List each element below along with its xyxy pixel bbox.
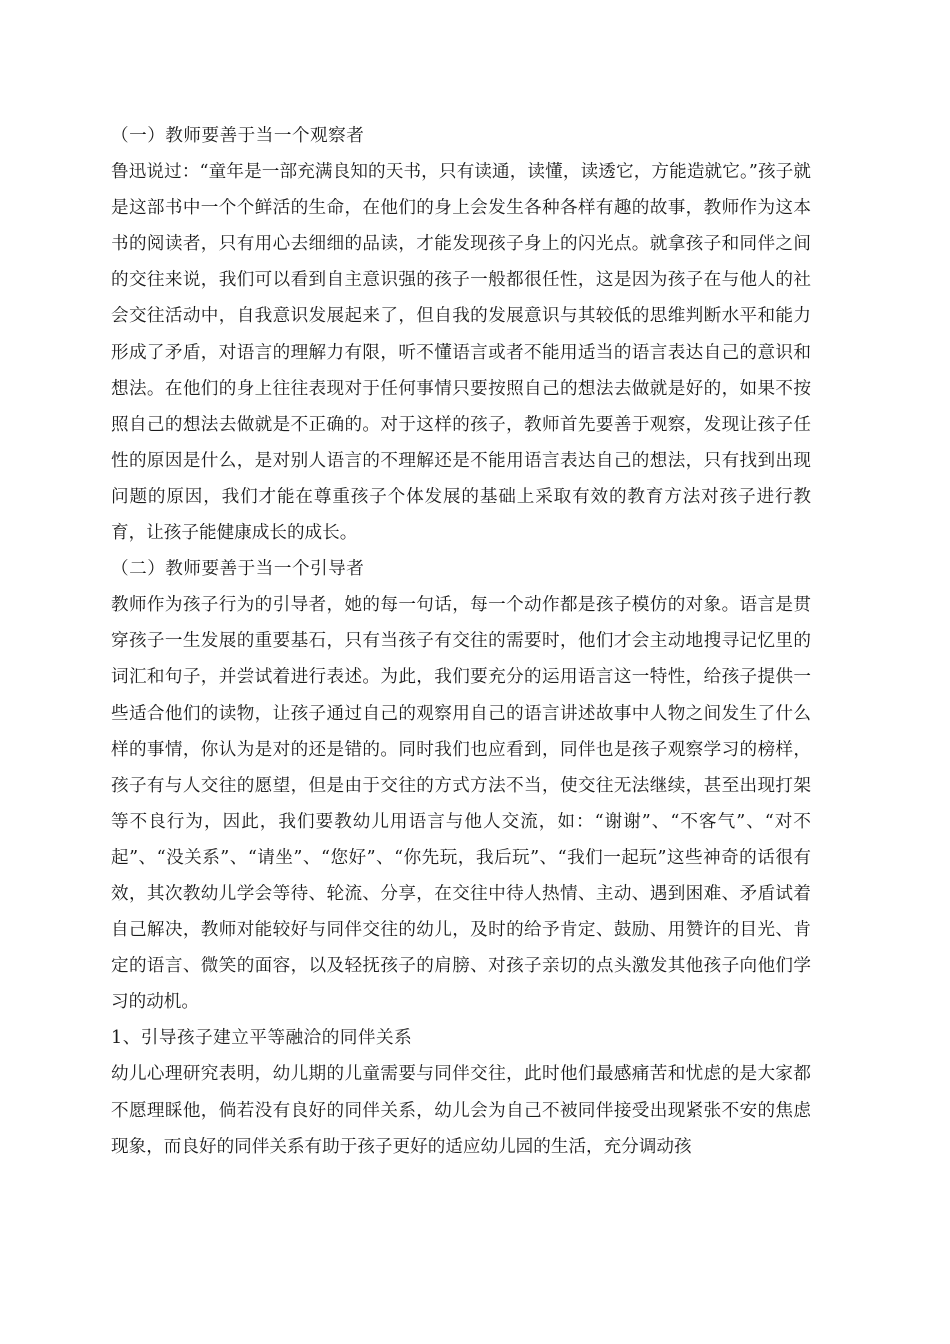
section-heading-guide: （二）教师要善于当一个引导者 (111, 559, 365, 580)
paragraph-guide: 教师作为孩子行为的引导者，她的每一句话，每一个动作都是孩子模仿的对象。语言是贯穿孩子一生发展的重要基石，只有当孩子有交往的需要时，他们才会主动地搜寻记忆里的词汇和句子，并尝试着进行表述。为此，我们要充分的运用语言这一特性，给孩子提供一些适合他们的读物，让孩子通过自己的观察用自己的语言讲述故事中人物之间发生了什么样的事情，你认为是对的还是错的。同时我们也应看到，同伴也是孩子观察学习的榜样，孩子有与人交往的愿望，但是由于交往的方式方法不当，使交往无法继续，甚至出现打架等不良行为，因此，我们要教幼儿用语言与他人交流，如：“谢谢”、“不客气”、“对不起”、“没关系”、“请坐”、“您好”、“你先玩，我后玩”、“我们一起玩”这些神奇的话很有效，其次教幼儿学会等待、轮流、分享，在交往中待人热情、主动、遇到困难、矛盾试着自己解决，教师对能较好与同伴交往的幼儿，及时的给予肯定、鼓励、用赞许的目光、肯定的语言、微笑的面容，以及轻抚孩子的肩膀、对孩子亲切的点头激发其他孩子向他们学习的动机。 (111, 595, 811, 1013)
section-heading-observer: （一）教师要善于当一个观察者 (111, 126, 365, 146)
paragraph-peer-relations: 幼儿心理研究表明，幼儿期的儿童需要与同伴交往，此时他们最感痛苦和忧虑的是大家都不愿理睬他，倘若没有良好的同伴关系，幼儿会为自己不被同伴接受出现紧张不安的焦虑现象，而良好的同伴关系有助于孩子更好的适应幼儿园的生活，充分调动孩 (111, 1064, 811, 1157)
document-page (111, 118, 811, 1165)
paragraph-observer: 鲁迅说过：“童年是一部充满良知的天书，只有读通，读懂，读透它，方能造就它。”孩子就是这部书中一个个鲜活的生命，在他们的身上会发生各种各样有趣的故事，教师作为这本书的阅读者，只有用心去细细的品读，才能发现孩子身上的闪光点。就拿孩子和同伴之间的交往来说，我们可以看到自主意识强的孩子一般都很任性，这是因为孩子在与他人的社会交往活动中，自我意识发展起来了，但自我的发展意识与其较低的思维判断水平和能力形成了矛盾，对语言的理解力有限，听不懂语言或者不能用适当的语言表达自己的意识和想法。在他们的身上往往表现对于任何事情只要按照自己的想法去做就是好的，如果不按照自己的想法去做就是不正确的。对于这样的孩子，教师首先要善于观察，发现让孩子任性的原因是什么，是对别人语言的不理解还是不能用语言表达自己的想法，只有找到出现问题的原因，我们才能在尊重孩子个体发展的基础上采取有效的教育方法对孩子进行教育，让孩子能健康成长的成长。 (111, 162, 811, 544)
subsection-heading-peer-relations: 1、引导孩子建立平等融洽的同伴关系 (111, 1028, 413, 1049)
